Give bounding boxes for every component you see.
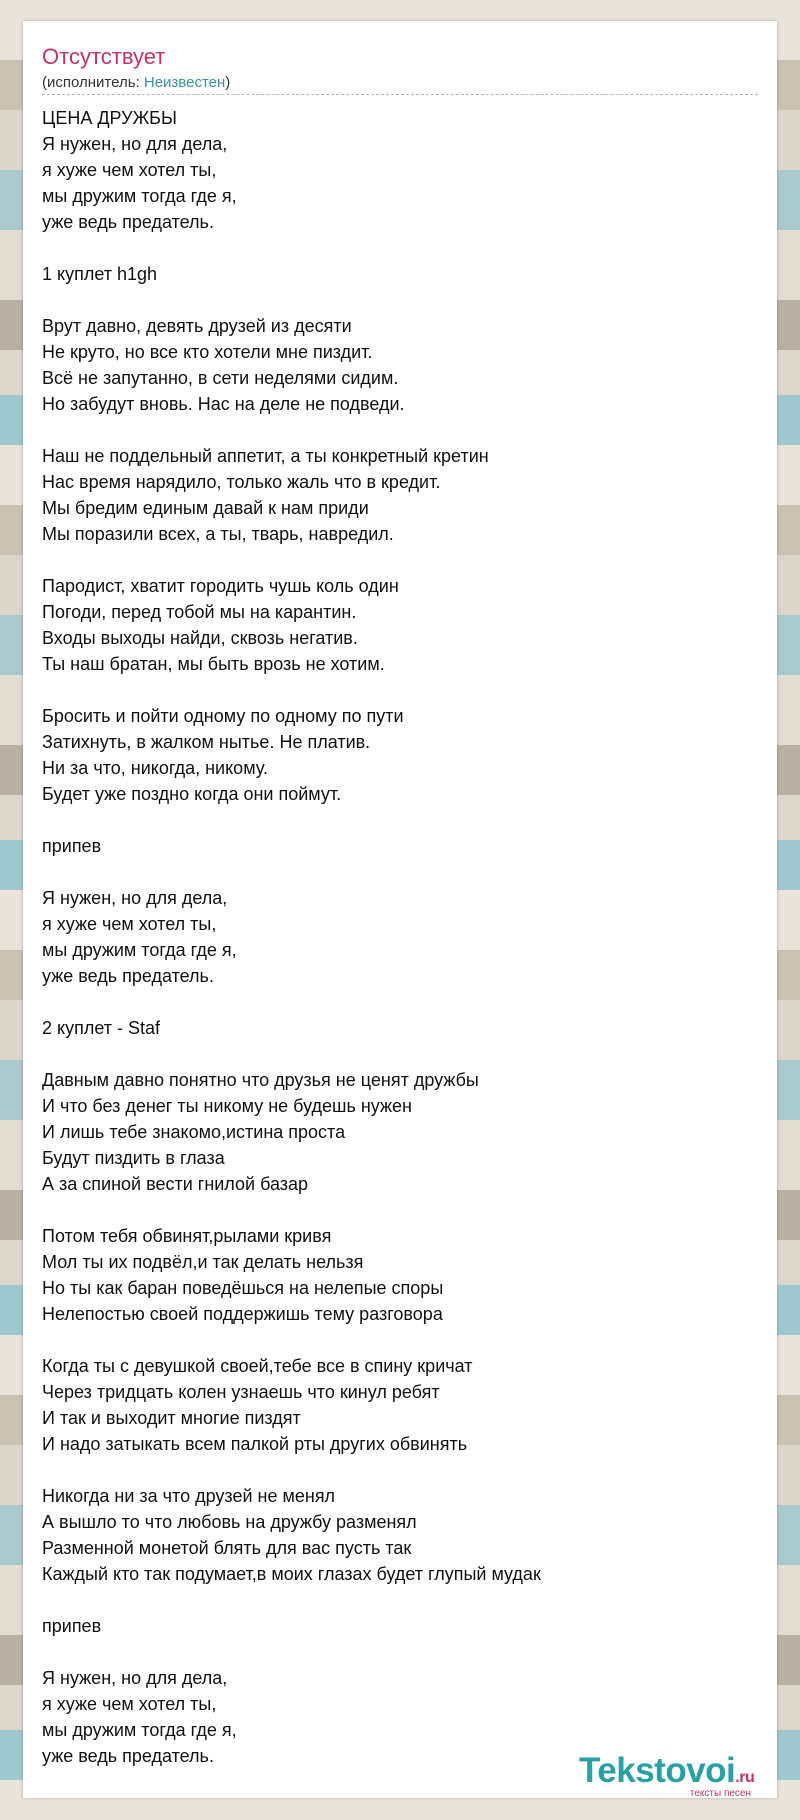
lyric-line: Я нужен, но для дела, <box>42 134 228 154</box>
lyric-line: Но ты как баран поведёшься на нелепые споры <box>42 1278 444 1298</box>
lyric-line: И лишь тебе знакомо,истина проста <box>42 1122 346 1142</box>
lyric-line: Когда ты с девушкой своей,тебе все в спину кричат <box>42 1356 473 1376</box>
lyric-line: Всё не запутанно, в сети неделями сидим. <box>42 368 399 388</box>
lyric-line: Будет уже поздно когда они поймут. <box>42 784 342 804</box>
lyric-line: Разменной монетой блять для вас пусть так <box>42 1538 412 1558</box>
song-header <box>42 43 758 95</box>
lyric-line <box>42 417 758 443</box>
lyric-line: И надо затыкать всем палкой рты других обвинять <box>42 1434 468 1454</box>
lyric-line: припев <box>42 1616 102 1636</box>
lyric-line: Каждый кто так подумает,в моих глазах будет глупый мудак <box>42 1564 541 1584</box>
lyric-line: Погоди, перед тобой мы на карантин. <box>42 602 357 622</box>
lyric-line: ЦЕНА ДРУЖБЫ <box>42 108 177 128</box>
lyric-line: уже ведь предатель. <box>42 212 214 232</box>
lyric-line: Пародист, хватит городить чушь коль один <box>42 576 399 596</box>
lyric-line: Ты наш братан, мы быть врозь не хотим. <box>42 654 385 674</box>
lyric-line: мы дружим тогда где я, <box>42 1720 237 1740</box>
lyric-line <box>42 1041 758 1067</box>
lyric-line: И что без денег ты никому не будешь нужен <box>42 1096 412 1116</box>
song-title: Отсутствует <box>42 44 166 69</box>
lyric-line: Врут давно, девять друзей из десяти <box>42 316 352 336</box>
lyric-line: я хуже чем хотел ты, <box>42 914 217 934</box>
lyric-line: Бросить и пойти одному по одному по пути <box>42 706 404 726</box>
lyric-line: Будут пиздить в глаза <box>42 1148 225 1168</box>
lyric-line <box>42 287 758 313</box>
lyric-line <box>42 989 758 1015</box>
artist-line <box>42 73 758 95</box>
lyric-line: я хуже чем хотел ты, <box>42 160 217 180</box>
lyric-line: Наш не поддельный аппетит, а ты конкретный кретин <box>42 446 489 466</box>
lyric-line: И так и выходит многие пиздят <box>42 1408 301 1428</box>
site-logo[interactable] <box>579 1752 769 1800</box>
lyric-line: Я нужен, но для дела, <box>42 1668 228 1688</box>
lyric-line <box>42 677 758 703</box>
lyric-line <box>42 1197 758 1223</box>
lyric-line: Мы бредим единым давай к нам приди <box>42 498 369 518</box>
lyric-line <box>42 1639 758 1665</box>
lyric-line: мы дружим тогда где я, <box>42 186 237 206</box>
lyric-line: А за спиной вести гнилой базар <box>42 1174 309 1194</box>
lyric-line: мы дружим тогда где я, <box>42 940 237 960</box>
logo-tagline: тексты песен <box>689 1788 751 1799</box>
logo-domain: .ru <box>735 1769 755 1786</box>
lyric-line <box>42 859 758 885</box>
lyric-line: Потом тебя обвинят,рылами кривя <box>42 1226 332 1246</box>
lyric-line: Через тридцать колен узнаешь что кинул ребят <box>42 1382 440 1402</box>
lyric-line: Нас время нарядило, только жаль что в кредит. <box>42 472 441 492</box>
lyric-line: Но забудут вновь. Нас на деле не подведи. <box>42 394 405 414</box>
lyric-line <box>42 547 758 573</box>
artist-prefix: (исполнитель: <box>42 74 144 91</box>
lyric-line: Я нужен, но для дела, <box>42 888 228 908</box>
lyric-line: А вышло то что любовь на дружбу разменял <box>42 1512 417 1532</box>
lyric-line: 2 куплет - Staf <box>42 1018 161 1038</box>
artist-suffix: ) <box>225 74 231 91</box>
lyric-line <box>42 1327 758 1353</box>
lyric-line: уже ведь предатель. <box>42 966 214 986</box>
lyric-line: Давным давно понятно что друзья не ценят дружбы <box>42 1070 479 1090</box>
logo-main-text: Tekstovoi <box>579 1751 736 1790</box>
lyric-line: Мы поразили всех, а ты, тварь, навредил. <box>42 524 394 544</box>
lyric-line <box>42 1457 758 1483</box>
lyric-line: я хуже чем хотел ты, <box>42 1694 217 1714</box>
lyric-line: Ни за что, никогда, никому. <box>42 758 268 778</box>
lyric-line: Никогда ни за что друзей не менял <box>42 1486 336 1506</box>
artist-link[interactable]: Неизвестен <box>143 74 226 91</box>
lyric-line <box>42 1587 758 1613</box>
lyric-line: Нелепостью своей поддержишь тему разговора <box>42 1304 443 1324</box>
lyric-line: припев <box>42 836 102 856</box>
lyrics-card <box>23 21 777 1798</box>
lyric-line: Не круто, но все кто хотели мне пиздит. <box>42 342 373 362</box>
lyric-line <box>42 807 758 833</box>
lyric-line: Мол ты их подвёл,и так делать нельзя <box>42 1252 364 1272</box>
lyric-line <box>42 235 758 261</box>
lyric-line: Входы выходы найди, сквозь негатив. <box>42 628 358 648</box>
lyric-line: 1 куплет h1gh <box>42 264 158 284</box>
lyric-line: Затихнуть, в жалком нытье. Не платив. <box>42 732 371 752</box>
lyrics-text <box>42 105 758 1769</box>
lyric-line: уже ведь предатель. <box>42 1746 214 1766</box>
